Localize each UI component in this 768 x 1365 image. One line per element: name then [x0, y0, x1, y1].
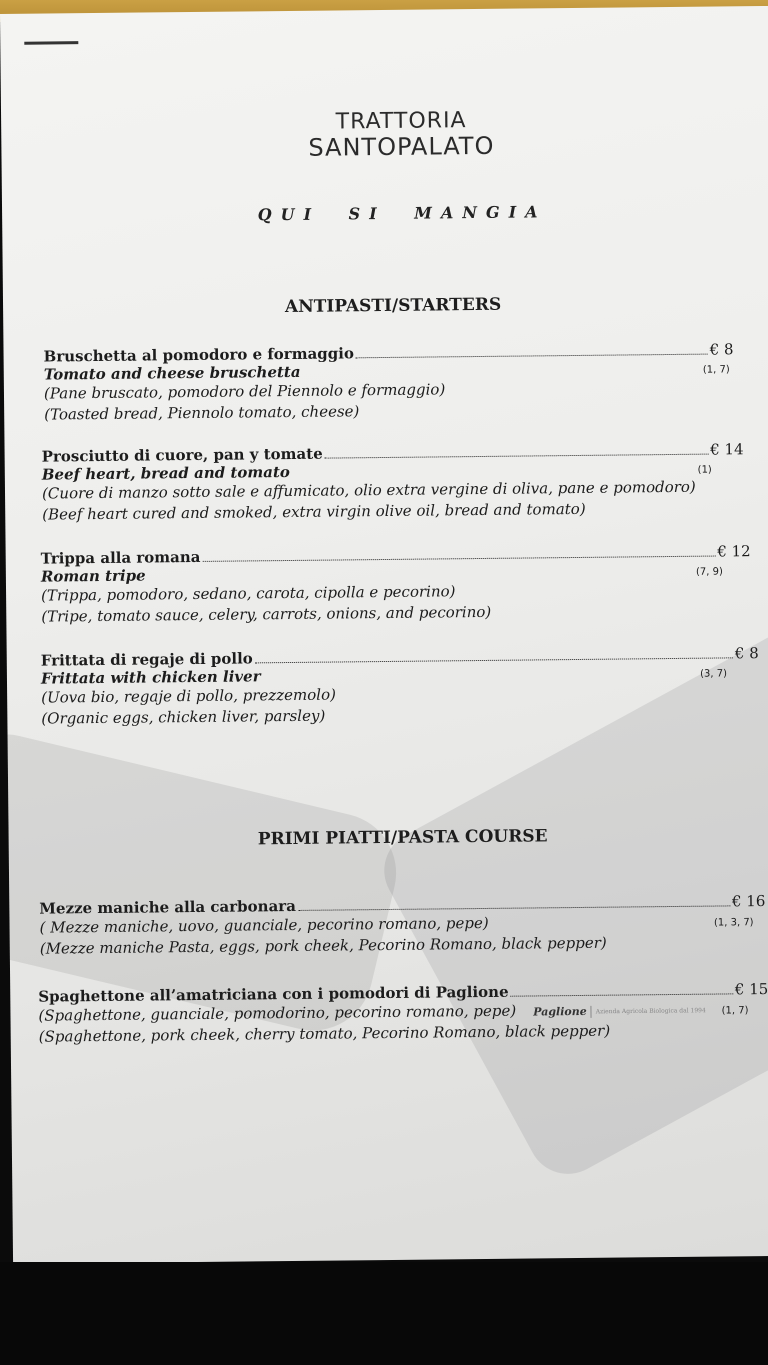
- leader-dots: [356, 353, 708, 359]
- item-description-it: (Spaghettone, guanciale, pomodorino, pecorino romano, pepe): [38, 1001, 517, 1025]
- item-description-it: (Pane bruscato, pomodoro del Piennolo e formaggio): [43, 380, 446, 403]
- allergen-codes: (7, 9): [695, 566, 723, 578]
- item-description-en: (Mezze maniche Pasta, eggs, pork cheek, Pecorino Romano, black pepper): [39, 933, 607, 958]
- allergen-codes: (3, 7): [700, 668, 728, 680]
- supplier-logo: Paglione Azienda Agricola Biologica dal 1994: [533, 1004, 706, 1019]
- item-price: € 8: [709, 340, 734, 359]
- item-description-it: (Trippa, pomodoro, sedano, carota, cipolla e pecorino): [40, 582, 456, 605]
- item-description-it: (Cuore di manzo sotto sale e affumicato, olio extra vergine di oliva, pane e pomodoro): [41, 477, 696, 503]
- item-english-name: Roman tripe: [40, 566, 146, 586]
- item-english-name: Frittata with chicken liver: [40, 667, 261, 688]
- menu-item: [42, 440, 745, 525]
- item-description-en: (Tripe, tomato sauce, celery, carrots, onions, and pecorino): [41, 602, 492, 626]
- leader-dots: [298, 904, 730, 911]
- dark-background: [0, 1262, 768, 1365]
- menu-item: [41, 542, 752, 627]
- section-title-starters: ANTIPASTI/STARTERS: [284, 294, 502, 318]
- item-name: Prosciutto di cuore, pan y tomate: [41, 444, 323, 466]
- allergen-codes: (1, 7): [702, 364, 730, 376]
- tagline: QUI SI MANGIA: [257, 202, 547, 225]
- item-description-en: (Organic eggs, chicken liver, parsley): [41, 706, 326, 728]
- item-description-it: (Uova bio, regaje di pollo, prezzemolo): [41, 685, 337, 707]
- menu-item: [41, 644, 760, 730]
- leader-dots: [511, 992, 733, 996]
- item-description-en: (Toasted bread, Piennolo tomato, cheese): [44, 402, 360, 424]
- allergen-codes: (1): [697, 464, 712, 476]
- item-description-en: (Beef heart cured and smoked, extra virgin olive oil, bread and tomato): [42, 499, 586, 524]
- item-price: € 14: [710, 440, 744, 459]
- pen-mark: [24, 41, 78, 45]
- item-name: Mezze maniche alla carbonara: [39, 896, 296, 918]
- item-price: € 16: [731, 892, 766, 911]
- menu-item: [43, 340, 734, 425]
- item-price: € 8: [734, 644, 759, 663]
- item-price: € 12: [717, 542, 751, 561]
- restaurant-logo: TRATTORIA SANTOPALATO: [308, 108, 495, 162]
- item-description-en: (Spaghettone, pork cheek, cherry tomato, Pecorino Romano, black pepper): [38, 1021, 611, 1046]
- item-description-it: ( Mezze maniche, uovo, guanciale, pecorino romano, pepe): [39, 913, 489, 937]
- item-name: Bruschetta al pomodoro e formaggio: [43, 344, 355, 366]
- item-price: € 15: [734, 980, 768, 999]
- item-english-name: Beef heart, bread and tomato: [41, 462, 290, 484]
- leader-dots: [325, 453, 709, 459]
- menu-item: [39, 892, 766, 960]
- item-english-name: Tomato and cheese bruschetta: [43, 362, 301, 384]
- item-name: Trippa alla romana: [40, 547, 201, 568]
- item-name: Frittata di regaje di pollo: [40, 649, 253, 670]
- allergen-codes: (1, 7): [721, 1005, 749, 1017]
- item-name: Spaghettone all’amatriciana con i pomodori di Paglione: [38, 982, 509, 1006]
- section-title-pasta: PRIMI PIATTI/PASTA COURSE: [257, 826, 548, 850]
- menu-item: [38, 980, 768, 1048]
- menu-page: [0, 6, 768, 1264]
- allergen-codes: (1, 3, 7): [713, 917, 754, 929]
